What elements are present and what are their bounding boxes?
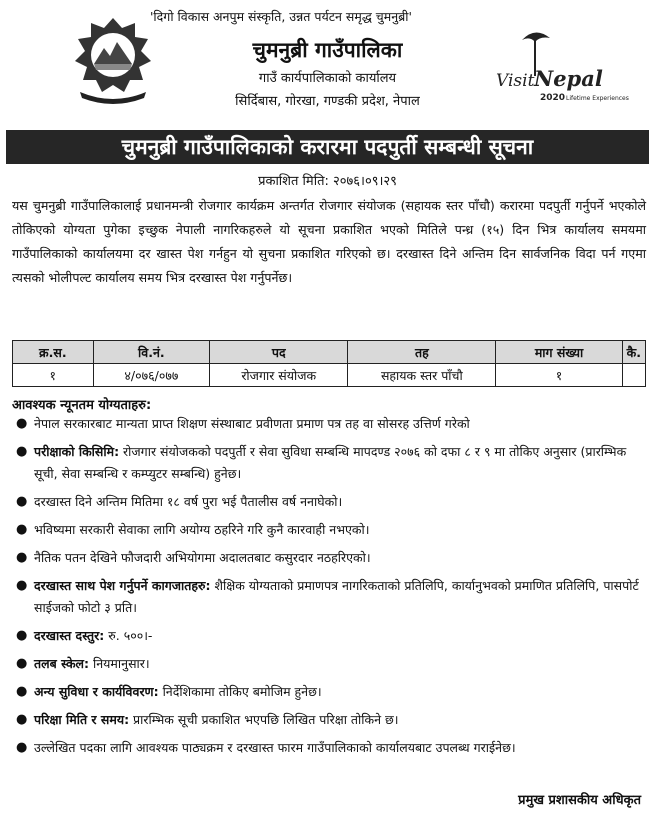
table-cell: रोजगार संयोजक bbox=[210, 364, 348, 387]
table-cell bbox=[622, 364, 645, 387]
table-header-cell: तह bbox=[348, 341, 496, 364]
bullet-icon: ● bbox=[16, 740, 28, 755]
list-item: ● परिक्षा मिति र समय: प्रारम्भिक सूची प्रकाशित भएपछि लिखित परिक्षा तोकिने छ। bbox=[12, 709, 648, 731]
visit-nepal-logo-icon bbox=[492, 26, 629, 108]
list-item: ● दरखास्त दस्तुर: रु. ५००।- bbox=[12, 625, 648, 647]
vacancy-table bbox=[12, 340, 646, 387]
list-item: ● परीक्षाको किसिमि: रोजगार संयोजकको पदपुर्ती र सेवा सुविधा सम्बन्धि मापदण्ड २०७६ को दफा ८ र ९ मा तोकिए अनुसार (प्रारम्भिक सूची, सेवा सम्बन्धि र कम्प्युटर सम्बन्धि) हुनेछ। bbox=[12, 441, 648, 485]
notice-header bbox=[0, 0, 655, 128]
bullet-icon: ● bbox=[16, 494, 28, 509]
bullet-icon: ● bbox=[16, 712, 28, 727]
published-date: प्रकाशित मिति: २०७६।०९।२९ bbox=[258, 174, 397, 189]
list-item: ● दरखास्त साथ पेश गर्नुपर्ने कागजातहरु: शैक्षिक योग्यताको प्रमाणपत्र नागरिकताको प्रतिलिपि, कार्यानुभवको प्रमाणित प्रतिलिपि, पासपोर्ट साईजको फोटो ३ प्रति। bbox=[12, 575, 648, 619]
table-header-cell: वि.नं. bbox=[93, 341, 210, 364]
table-header-row bbox=[13, 341, 646, 364]
visit-logo-text-1: Visit bbox=[496, 71, 535, 91]
qualifications-list bbox=[12, 413, 648, 765]
list-item: ● अन्य सुविधा र कार्यविवरण: निर्देशिकामा तोकिए बमोजिम हुनेछ। bbox=[12, 681, 648, 703]
table-header-cell: माग संख्या bbox=[496, 341, 622, 364]
list-item: ● तलब स्केल: नियमानुसार। bbox=[12, 653, 648, 675]
bullet-icon: ● bbox=[16, 416, 28, 431]
visit-logo-text-2: Nepal bbox=[534, 66, 603, 91]
bullet-icon: ● bbox=[16, 522, 28, 537]
bullet-icon: ● bbox=[16, 628, 28, 643]
visit-logo-text-4: Lifetime Experiences bbox=[566, 95, 629, 102]
table-cell: १ bbox=[13, 364, 94, 387]
bullet-icon: ● bbox=[16, 550, 28, 565]
bullet-icon: ● bbox=[16, 656, 28, 671]
table-cell: १ bbox=[496, 364, 622, 387]
qualifications-heading: आवश्यक न्यूनतम योग्यताहरु: bbox=[12, 398, 152, 413]
table-row bbox=[13, 364, 646, 387]
signature: प्रमुख प्रशासकीय अधिकृत bbox=[518, 793, 641, 808]
org-address: सिर्दिबास, गोरखा, गण्डकी प्रदेश, नेपाल bbox=[235, 94, 420, 109]
org-name: चुमनुब्री गाउँपालिका bbox=[252, 38, 403, 62]
bullet-icon: ● bbox=[16, 444, 28, 459]
org-office: गाउँ कार्यपालिकाको कार्यालय bbox=[258, 71, 397, 86]
intro-paragraph: यस चुमनुब्री गाउँपालिकालाई प्रधानमन्त्री रोजगार कार्यक्रम अन्तर्गत रोजगार संयोजक (सहायक स्तर पाँचौ) करारमा पदपुर्ती गर्नुपर्ने भएकोले तोकिएको योग्यता पुगेका इच्छुक नेपाली नागरिकहरुले यो सूचना प्रकाशित भएको मितिले पन्ध्र (१५) दिन भित्र कार्यालय समयमा गाउँपालिकाको कार्यालयमा दर खास्त पेश गर्नहुन यो सुचना प्रकाशित गरिएको छ। दरखास्त दिने अन्तिम दिन सार्वजनिक विदा पर्न गएमा त्यसको भोलीपल्ट कार्यालय समय भित्र दरखास्त पेश गर्नुपर्नेछ। bbox=[12, 198, 646, 285]
list-item: ● नेपाल सरकारबाट मान्यता प्राप्त शिक्षण संस्थाबाट प्रवीणता प्रमाण पत्र तह वा सोसरह उत्तिर्ण गरेको bbox=[12, 413, 648, 435]
table-header-cell: क्र.स. bbox=[13, 341, 94, 364]
slogan: 'दिगो विकास अनपुम संस्कृति, उन्नत पर्यटन समृद्ध चुमनुब्री' bbox=[150, 9, 412, 24]
notice-title: चुमनुब्री गाउँपालिकाको करारमा पदपुर्ती सम्बन्धी सूचना bbox=[6, 130, 649, 164]
table-header-cell: कै. bbox=[622, 341, 645, 364]
list-item: ● भविष्यमा सरकारी सेवाका लागि अयोग्य ठहरिने गरि कुनै कारवाही नभएको। bbox=[12, 519, 648, 541]
list-item: ● नैतिक पतन देखिने फौजदारी अभियोगमा अदालतबाट कसुरदार नठहरिएको। bbox=[12, 547, 648, 569]
table-cell: ४/०७६/०७७ bbox=[93, 364, 210, 387]
table-header-cell: पद bbox=[210, 341, 348, 364]
list-item: ● दरखास्त दिने अन्तिम मितिमा १८ वर्ष पुरा भई पैतालीस वर्ष ननाघेको। bbox=[12, 491, 648, 513]
table-cell: सहायक स्तर पाँचौ bbox=[348, 364, 496, 387]
visit-logo-text-3: 2020 bbox=[540, 93, 566, 103]
bullet-icon: ● bbox=[16, 578, 28, 593]
list-item: ● उल्लेखित पदका लागि आवश्यक पाठ्यक्रम र दरखास्त फारम गाउँपालिकाको कार्यालयबाट उपलब्ध गराईनेछ। bbox=[12, 737, 648, 759]
bullet-icon: ● bbox=[16, 684, 28, 699]
